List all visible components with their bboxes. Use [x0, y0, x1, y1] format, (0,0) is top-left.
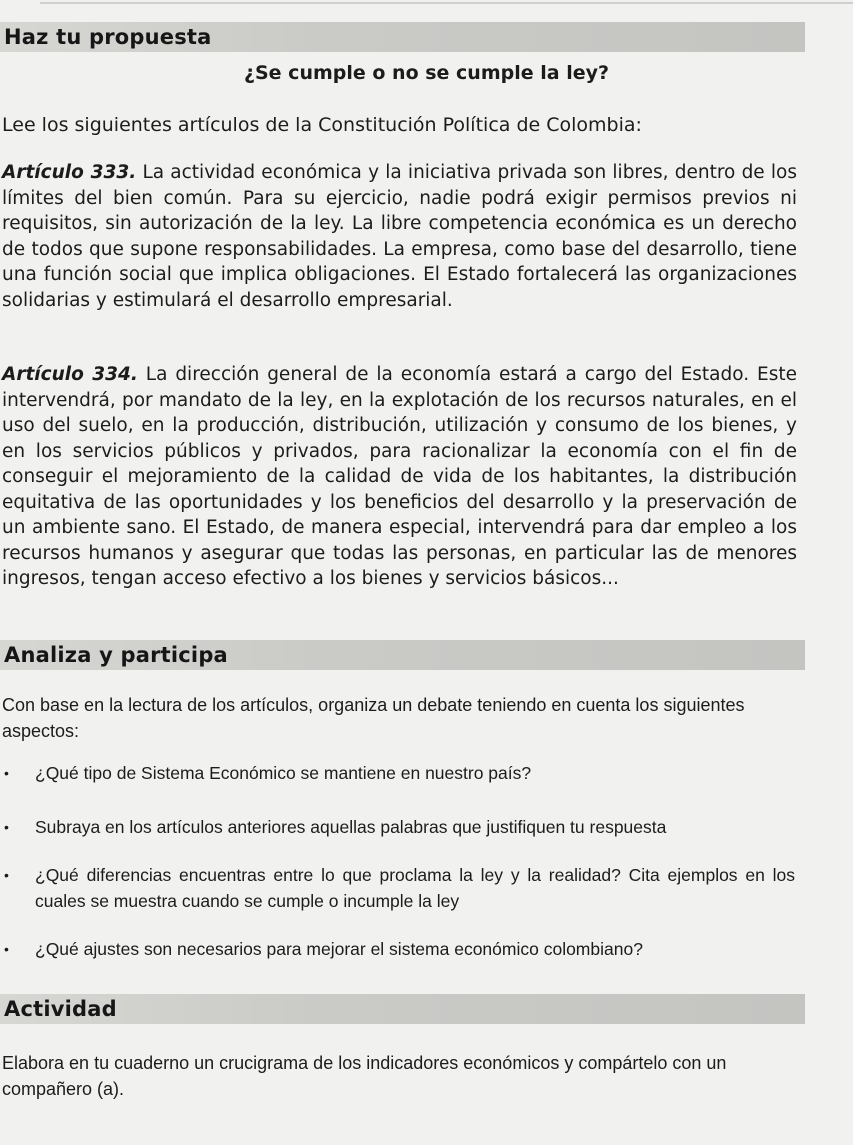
- article-333: [2, 160, 797, 313]
- list-item-text: ¿Qué ajustes son necesarios para mejorar el sistema económico colombiano?: [35, 939, 643, 959]
- section-banner-actividad: [0, 994, 805, 1024]
- list-item-text: ¿Qué diferencias encuentras entre lo que proclama la ley y la realidad? Cita ejemplos en los cuales se muestra cuando se cumple o incumple la ley: [35, 865, 795, 911]
- article-label: Artículo 333.: [2, 162, 137, 183]
- article-body: La dirección general de la economía estará a cargo del Estado. Este intervendrá, por mandato de la ley, en la explotación de los recursos naturales, en el uso del suelo, en la producción, distribución, utilización y consumo de los bienes, y en los servicios públicos y privados, para racionalizar la economía con el fin de conseguir el mejoramiento de la calidad de vida de los habitantes, la distribución equitativa de las oportunidades y los beneficios del desarrollo y la preservación de un ambiente sano. El Estado, de manera especial, intervendrá para dar empleo a los recursos humanos y asegurar que todas las personas, en particular las de menores ingresos, tengan acceso efectivo a los bienes y servicios básicos...: [2, 364, 797, 589]
- section-heading-analiza: Analiza y participa: [4, 643, 228, 667]
- list-item-text: Subraya en los artículos anteriores aquellas palabras que justifiquen tu respuesta: [35, 817, 667, 837]
- section-banner-analiza: [0, 640, 805, 670]
- list-item-text: ¿Qué tipo de Sistema Económico se mantiene en nuestro país?: [35, 763, 532, 783]
- article-body: La actividad económica y la iniciativa privada son libres, dentro de los límites del bien común. Para su ejercicio, nadie podrá exigir permisos previos ni requisitos, sin autorización de la ley. La libre competencia económica es un derecho de todos que supone responsabilidades. La empresa, como base del desarrollo, tiene una función social que implica obligaciones. El Estado fortalecerá las organizaciones solidarias y estimulará el desarrollo empresarial.: [2, 162, 797, 311]
- bullet-icon: •: [4, 765, 9, 781]
- question-title: ¿Se cumple o no se cumple la ley?: [243, 62, 610, 84]
- article-label: Artículo 334.: [2, 364, 138, 385]
- activity-instructions: Elabora en tu cuaderno un crucigrama de los indicadores económicos y compártelo con un compañero (a).: [2, 1053, 727, 1099]
- bullet-icon: •: [4, 819, 9, 835]
- section-heading-actividad: Actividad: [4, 997, 117, 1021]
- section-banner-propuesta: [0, 22, 805, 52]
- section-heading-propuesta: Haz tu propuesta: [4, 25, 212, 49]
- intro-text: Lee los siguientes artículos de la Constitución Política de Colombia:: [2, 114, 642, 136]
- top-divider: [40, 2, 853, 4]
- bullet-icon: •: [4, 941, 9, 957]
- bullet-icon: •: [4, 867, 9, 883]
- debate-instructions: Con base en la lectura de los artículos, organiza un debate teniendo en cuenta los siguientes aspectos:: [2, 695, 745, 741]
- article-334: [2, 362, 797, 592]
